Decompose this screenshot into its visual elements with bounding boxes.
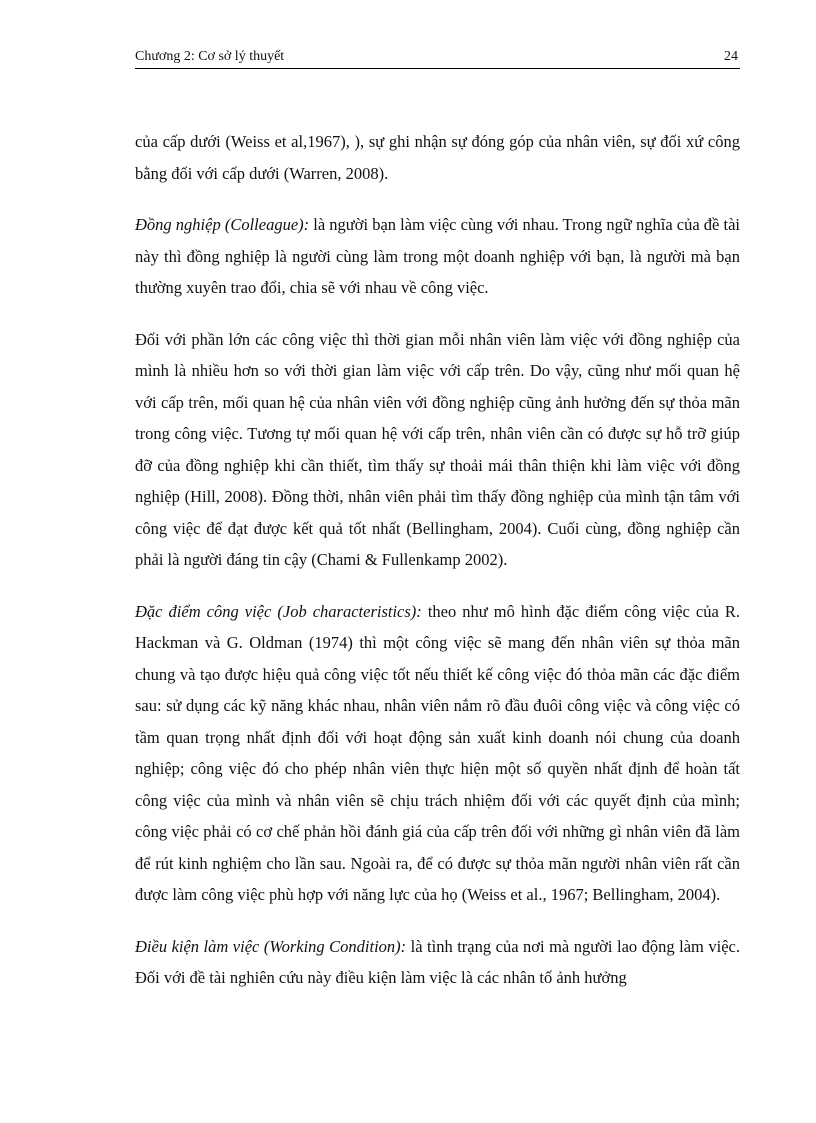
paragraph-supervisor-continuation [135,126,740,189]
term-working-condition: Điều kiện làm việc (Working Condition): [135,936,407,956]
paragraph-text: Đối với phần lớn các công việc thì thời gian mỗi nhân viên làm việc với đồng nghiệp của mình là nhiều hơn so với thời gian làm việc với cấp trên. Do vậy, cũng như mối quan hệ với cấp trên, mối quan hệ của nhân viên với đồng nghiệp cũng ảnh hưởng đến sự thỏa mãn trong công việc. Tương tự mối quan hệ với cấp trên, nhân viên cần có được sự hỗ trỡ giúp đỡ của đồng nghiệp khi cần thiết, tìm thấy sự thoải mái thân thiện khi làm việc với đồng nghiệp (Hill, 2008). Đồng thời, nhân viên phải tìm thấy đồng nghiệp của mình tận tâm với công việc để đạt được kết quả tốt nhất (Bellingham, 2004). Cuối cùng, đồng nghiệp cần phải là người đáng tin cậy (Chami & Fullenkamp 2002). [135,329,740,569]
paragraph-text: theo như mô hình đặc điểm công việc của R. Hackman và G. Oldman (1974) thì một công việc sẽ mang đến nhân viên sự thỏa mãn chung và tạo được hiệu quả công việc tốt nếu thiết kế công việc đó thỏa mãn các đặc điểm sau: sử dụng các kỹ năng khác nhau, nhân viên nắm rõ đầu đuôi công việc và công việc có tầm quan trọng nhất định đối với hoạt động sản xuất kinh doanh nói chung của doanh nghiệp; công việc đó cho phép nhân viên thực hiện một số quyền nhất định để hoàn tất công việc của mình và nhân viên sẽ chịu trách nhiệm đối với các quyết định của mình; công việc phải có cơ chế phản hồi đánh giá của cấp trên đối với những gì nhân viên đã làm để rút kinh nghiệm cho lần sau. Ngoài ra, để có được sự thỏa mãn người nhân viên rất cần được làm công việc phù hợp với năng lực của họ (Weiss et al., 1967; Bellingham, 2004). [135,601,740,904]
page-header [135,48,740,69]
paragraph-colleague-detail [135,324,740,576]
paragraph-text: là người bạn làm việc cùng với nhau. Trong ngữ nghĩa của đề tài này thì đồng nghiệp là người cùng làm trong một doanh nghiệp với bạn, là người mà bạn thường xuyên trao đổi, chia sẽ với nhau về công việc. [135,215,740,297]
paragraph-job-characteristics [135,596,740,911]
term-colleague: Đồng nghiệp (Colleague): [135,215,310,234]
page-body [135,126,740,994]
paragraph-working-condition [135,931,740,994]
page-number: 24 [724,49,738,64]
term-job-characteristics: Đặc điểm công việc (Job characteristics): [135,601,422,621]
paragraph-text: là tình trạng của nơi mà người lao động làm việc. Đối với đề tài nghiên cứu này điều kiện làm việc là các nhân tố ảnh hưởng [135,936,740,987]
paragraph-colleague [135,209,740,304]
chapter-title: Chương 2: Cơ sở lý thuyết [135,49,285,64]
paragraph-text: của cấp dưới (Weiss et al,1967), ), sự ghi nhận sự đóng góp của nhân viên, sự đối xứ công bằng đối với cấp dưới (Warren, 2008). [135,132,740,183]
